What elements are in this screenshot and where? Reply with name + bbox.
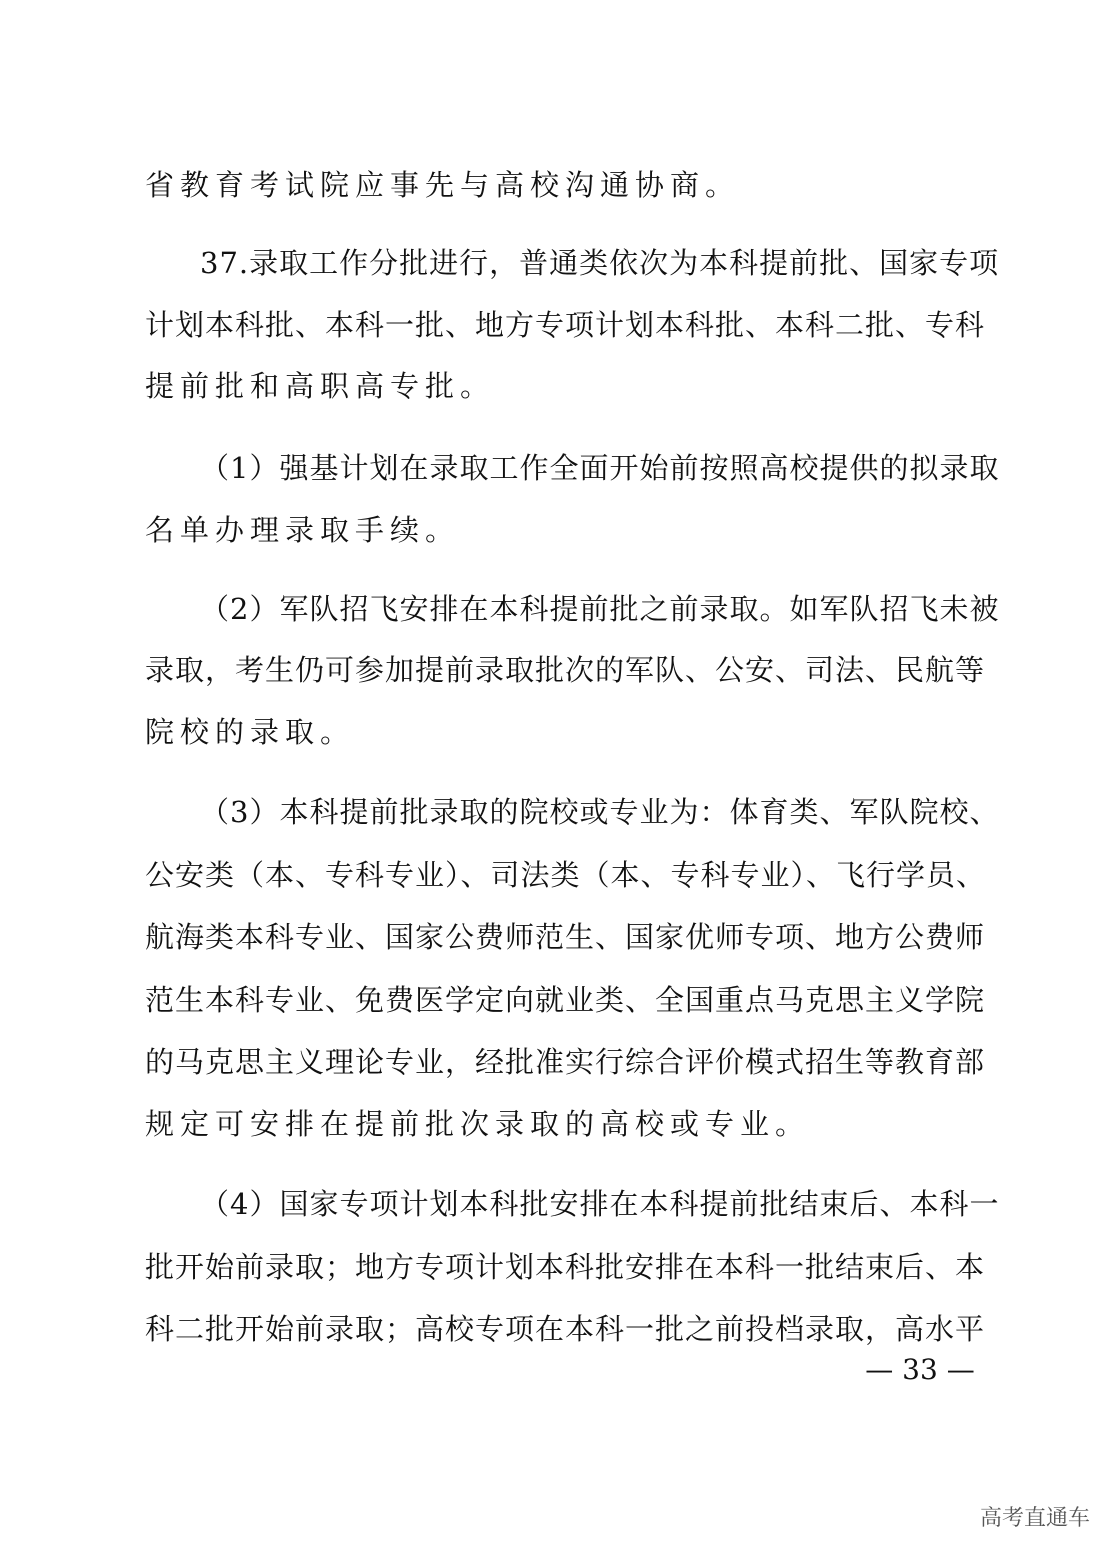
paragraph-line: 录取，考生仍可参加提前录取批次的军队、公安、司法、民航等 [145,653,986,687]
paragraph-line: 的马克思主义理论专业，经批准实行综合评价模式招生等教育部 [145,1045,986,1079]
paragraph-line: （1）强基计划在录取工作全面开始前按照高校提供的拟录取 [200,451,1000,485]
watermark-text: 高考直通车 [979,1506,1090,1531]
paragraph-line: 批开始前录取；地方专项计划本科批安排在本科一批结束后、本 [145,1250,986,1284]
paragraph-line: 范生本科专业、免费医学定向就业类、全国重点马克思主义学院 [145,983,986,1017]
paragraph-line: （2）军队招飞安排在本科提前批之前录取。如军队招飞未被 [200,592,1000,626]
paragraph-line: 规定可安排在提前批次录取的高校或专业。 [145,1107,811,1141]
paragraph-line: 省教育考试院应事先与高校沟通协商。 [145,168,741,202]
paragraph-line: （4）国家专项计划本科批安排在本科提前批结束后、本科一 [200,1187,1000,1221]
paragraph-line: 37.录取工作分批进行，普通类依次为本科提前批、国家专项 [200,246,1000,280]
paragraph-line: 科二批开始前录取；高校专项在本科一批之前投档录取，高水平 [145,1312,986,1346]
paragraph-line: 计划本科批、本科一批、地方专项计划本科批、本科二批、专科 [145,308,986,342]
page-number: — 33 — [865,1353,975,1386]
paragraph-line: 名单办理录取手续。 [145,513,461,547]
paragraph-line: 公安类（本、专科专业）、司法类（本、专科专业）、飞行学员、 [145,858,987,892]
paragraph-line: 院校的录取。 [145,715,356,749]
paragraph-line: 提前批和高职高专批。 [145,369,496,403]
paragraph-line: 航海类本科专业、国家公费师范生、国家优师专项、地方公费师 [145,920,986,954]
paragraph-line: （3）本科提前批录取的院校或专业为：体育类、军队院校、 [200,795,1000,829]
